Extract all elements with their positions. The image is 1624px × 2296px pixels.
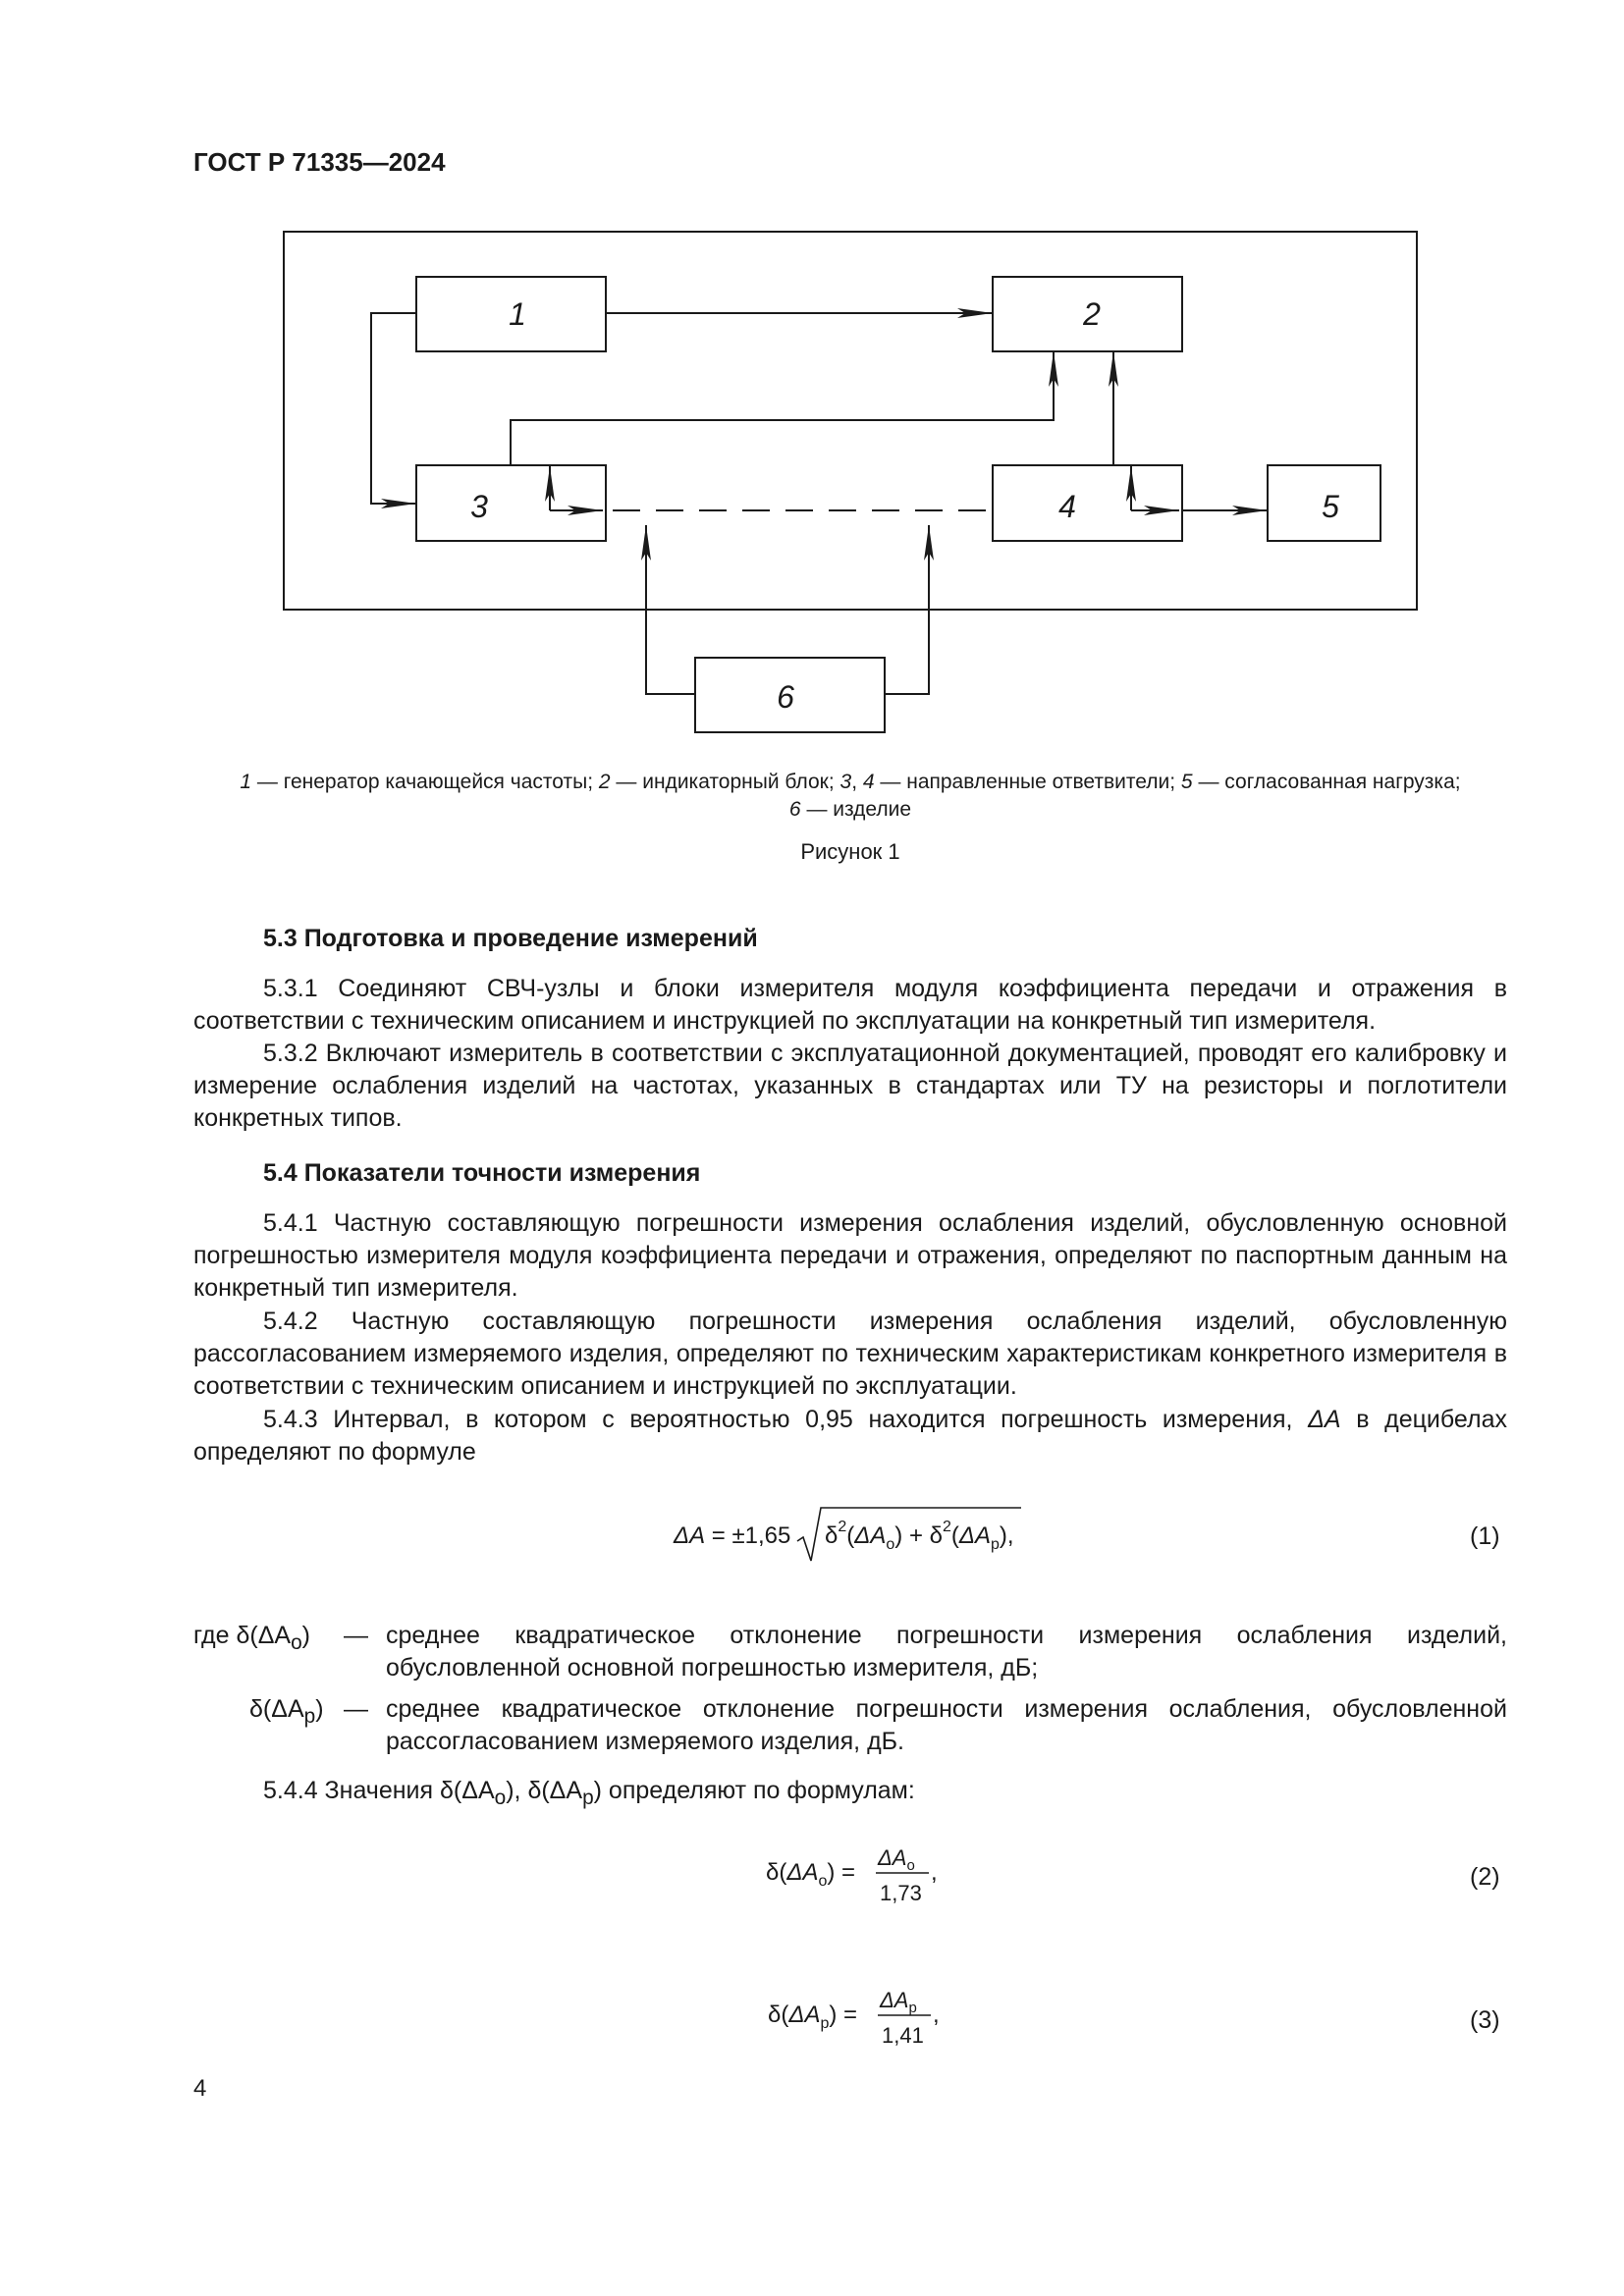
figure-title: Рисунок 1: [800, 839, 900, 864]
paragraph-5-4-4: 5.4.4 Значения $\delta(\Delta A_o)$, $\delta(\Delta A_p)$ определяют по формулам:: [263, 1777, 915, 1809]
paragraph-5-3-1: 5.3.1 Соединяют СВЧ-узлы и блоки измерителя модуля коэффициента передачи и отражения в соответствии с техническим описанием и инструкцией по эксплуатации на конкретный тип измерителя.: [193, 975, 1507, 1035]
block-3-label: 3: [470, 489, 488, 524]
block-3-box: [416, 465, 606, 541]
block-4-label: 4: [1058, 489, 1076, 524]
equation-number-2: (2): [1470, 1863, 1500, 1891]
formula-2: [756, 1836, 952, 1914]
svg-text:,: ,: [933, 2002, 940, 2028]
equation-number-3: (3): [1470, 2006, 1500, 2034]
paragraph-5-4-1: 5.4.1 Частную составляющую погрешности измерения ослабления изделий, обусловленную основной погрешностью измерителя модуля коэффициента передачи и отражения, определяют по паспортным данным на конкретный тип измерителя.: [193, 1209, 1507, 1302]
line-3-to-2: [511, 351, 1054, 465]
svg-text:ΔAp: $\Delta A_p$: [880, 1988, 917, 2016]
svg-text:δ(ΔAo) =: $\delta(\Delta A_o)$ =: [766, 1859, 856, 1890]
where-dash-2: —: [344, 1695, 368, 1723]
formula-1: [668, 1502, 1060, 1571]
where-symbol-2: $\delta(\Delta A_p)$: [249, 1695, 324, 1728]
svg-text:1,41: 1,41: [882, 2023, 924, 2048]
block-1-label: 1: [509, 296, 526, 332]
document-header: ГОСТ Р 71335—2024: [193, 147, 446, 177]
definition-1: среднее квадратическое отклонение погрешности измерения ослабления изделий, обусловленной основной погрешностью измерителя, дБ;: [386, 1622, 1507, 1682]
svg-text:ΔAo: $\Delta A_o$: [878, 1845, 915, 1874]
formula-3: [758, 1978, 954, 2056]
equation-number-1: (1): [1470, 1522, 1500, 1550]
figure-legend: 1 — генератор качающейся частоты; 2 — индикаторный блок; 3, 4 — направленные ответвители; 5 — согласованная нагрузка; 6 — изделие: [240, 771, 1461, 821]
block-diagram: [0, 0, 1624, 766]
svg-text:,: ,: [931, 1859, 938, 1886]
svg-text:1,73: 1,73: [880, 1881, 922, 1905]
paragraph-5-3-2: 5.3.2 Включают измеритель в соответствии с эксплуатационной документацией, проводят его калибровку и измерение ослабления изделий на частотах, указанных в стандартах или ТУ на резисторы и поглотители конкретных типов.: [193, 1040, 1507, 1132]
block-4-box: [993, 465, 1182, 541]
arrow-1-to-3: [371, 313, 416, 504]
paragraph-5-4-2: 5.4.2 Частную составляющую погрешности измерения ослабления изделий, обусловленную рассогласованием измеряемого изделия, определяют по техническим характеристикам конкретного измерителя в соответствии с техническим описанием и инструкцией по эксплуатации.: [193, 1308, 1507, 1400]
where-label: где $\delta(\Delta A_o)$: [193, 1622, 310, 1654]
paragraph-5-4-3: 5.4.3 Интервал, в котором с вероятностью 0,95 находится погрешность измерения, ΔA в децибелах определяют по формуле: [193, 1406, 1507, 1466]
section-heading-5-4: 5.4 Показатели точности измерения: [263, 1159, 701, 1187]
block-6-label: 6: [777, 679, 794, 715]
svg-text:δ2(ΔAo) + δ2(ΔAp),: $\delta^2(\Delta A_o) + \delta^2(\Delta A_p)$,: [825, 1519, 1014, 1553]
where-dash-1: —: [344, 1622, 368, 1649]
definition-2: среднее квадратическое отклонение погрешности измерения ослабления, обусловленной рассогласованием измеряемого изделия, дБ.: [386, 1695, 1507, 1755]
svg-text:δ(ΔAp) =: $\delta(\Delta A_p)$ =: [768, 2002, 858, 2032]
page-number: 4: [193, 2075, 207, 2102]
block-2-label: 2: [1083, 296, 1101, 332]
block-5-label: 5: [1322, 489, 1339, 524]
svg-text:ΔA = ±1,65: ΔA = ±1,65: [674, 1522, 791, 1549]
section-heading-5-3: 5.3 Подготовка и проведение измерений: [263, 925, 758, 952]
